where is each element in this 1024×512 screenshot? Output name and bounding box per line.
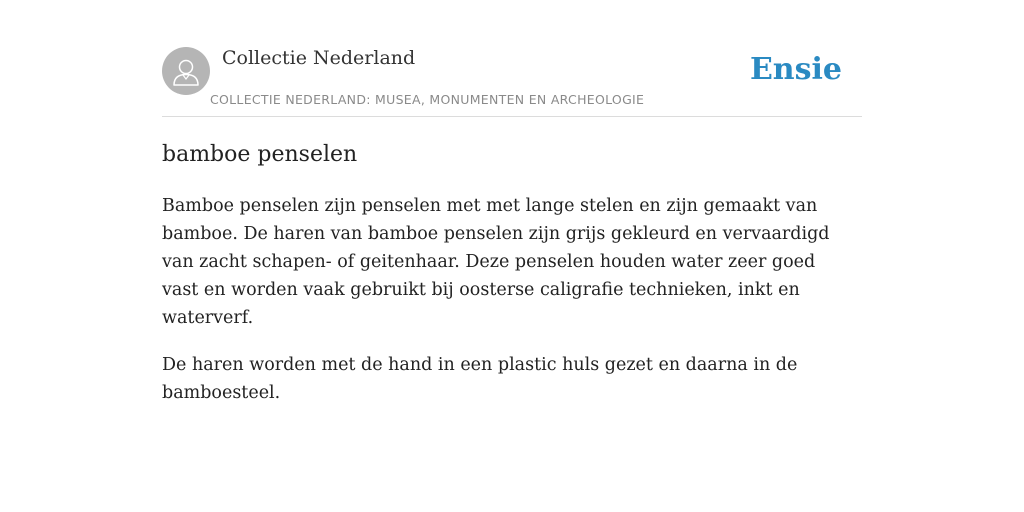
definition-paragraph: De haren worden met de hand in een plastic huls gezet en daarna in de bamboesteel.	[162, 355, 798, 403]
avatar[interactable]	[162, 47, 210, 95]
page-title: bamboe penselen	[162, 142, 358, 167]
author-subtitle: COLLECTIE NEDERLAND: MUSEA, MONUMENTEN EN ARCHEOLOGIE	[210, 92, 645, 107]
definition-paragraph: Bamboe penselen zijn penselen met met lange stelen en zijn gemaakt van bamboe. De haren van bamboe penselen zijn grijs gekleurd en vervaardigd van zacht schapen- of geitenhaar. Deze penselen houden water zeer goed vast en worden vaak gebruikt bij oosterse caligrafie technieken, inkt en waterverf.	[162, 196, 830, 328]
brand-logo-link[interactable]: Ensie	[749, 52, 842, 87]
author-name-link[interactable]: Collectie Nederland	[222, 47, 416, 69]
user-silhouette-icon	[162, 47, 210, 95]
definition-header	[162, 46, 862, 117]
definition-body	[162, 192, 852, 426]
